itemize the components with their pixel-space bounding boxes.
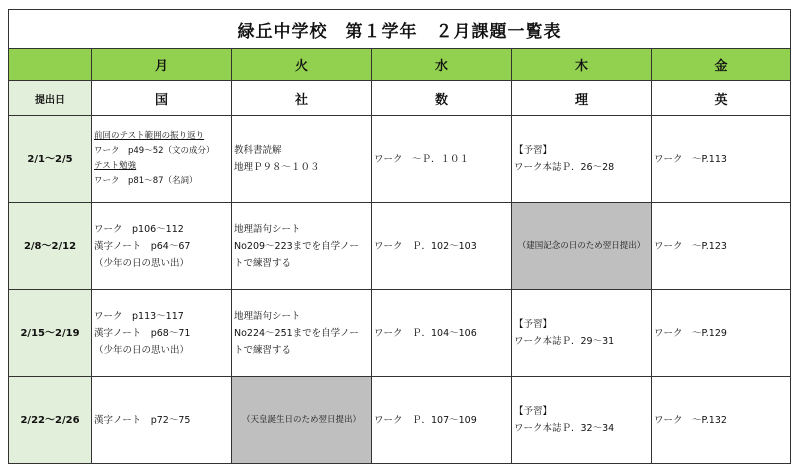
assignment-text: ワーク本誌Ｐ．32～34: [514, 423, 615, 434]
assignment-text: ワーク本誌Ｐ．29～31: [514, 336, 615, 347]
weekday-header-row: [9, 49, 791, 81]
assignment-text: 【予習】: [514, 319, 553, 330]
assignment-cell: [232, 377, 372, 464]
assignment-text: ワーク ～P.132: [654, 414, 727, 426]
day-thursday: 木: [512, 49, 652, 81]
assignment-text: ワーク Ｐ．104～106: [374, 327, 477, 339]
week-row: [9, 290, 791, 377]
assignment-text: ワーク Ｐ．102～103: [374, 240, 477, 252]
assignment-text: 地理語句シート: [234, 310, 301, 322]
assignment-cell: [372, 203, 512, 290]
assignment-text: ワーク Ｐ．107～109: [374, 414, 477, 426]
day-wednesday: 水: [372, 49, 512, 81]
assignment-text: ワーク ～Ｐ．１０１: [374, 153, 470, 165]
assignment-cell: [92, 116, 232, 203]
assignment-text: No209～223までを自学ノー: [234, 240, 359, 252]
assignment-cell: [652, 203, 791, 290]
assignment-text: ワーク p106～112: [94, 223, 184, 235]
assignment-text: 【予習】: [514, 145, 553, 156]
assignment-cell: [652, 116, 791, 203]
subject-math: 数: [372, 81, 512, 116]
subject-science: 理: [512, 81, 652, 116]
subject-social: 社: [232, 81, 372, 116]
due-date-cell: 2/8～2/12: [9, 203, 92, 290]
assignment-text: 地理Ｐ９８～１０３: [234, 162, 320, 173]
due-date-cell: 2/1～2/5: [9, 116, 92, 203]
assignment-cell: [652, 290, 791, 377]
assignment-text: 漢字ノート p64～67: [94, 240, 191, 252]
assignment-cell: [372, 377, 512, 464]
subject-header-row: [9, 81, 791, 116]
assignment-text: トで練習する: [234, 344, 292, 356]
assignment-cell: [512, 203, 652, 290]
assignment-text: ワーク p49～52（文の成分）: [94, 146, 215, 156]
assignment-text: テスト勉強: [94, 161, 137, 171]
assignment-cell: [372, 290, 512, 377]
date-header: 提出日: [9, 81, 92, 116]
page-title: 緑丘中学校 第１学年 ２月課題一覧表: [9, 10, 791, 49]
assignment-cell: [232, 203, 372, 290]
assignment-sheet: [8, 9, 790, 464]
assignment-text: ワーク ～P.113: [654, 153, 727, 165]
assignment-text: ワーク p113～117: [94, 310, 184, 322]
assignment-cell: [512, 290, 652, 377]
assignment-cell: [372, 116, 512, 203]
assignment-text: 教科書読解: [234, 145, 282, 156]
day-monday: 月: [92, 49, 232, 81]
assignment-text: ワーク ～P.123: [654, 240, 727, 252]
assignment-cell: [512, 116, 652, 203]
assignment-table: [8, 9, 791, 464]
assignment-text: ワーク本誌Ｐ．26～28: [514, 162, 615, 173]
assignment-text: （建国記念の日のため翌日提出）: [517, 240, 646, 251]
due-date-cell: 2/22～2/26: [9, 377, 92, 464]
assignment-text: 前回のテスト範囲の振り返り: [94, 131, 205, 141]
week-row: [9, 116, 791, 203]
assignment-cell: [232, 290, 372, 377]
corner-cell: [9, 49, 92, 81]
assignment-text: （少年の日の思い出）: [94, 257, 190, 269]
assignment-cell: [92, 203, 232, 290]
assignment-text: 地理語句シート: [234, 223, 301, 235]
assignment-cell: [652, 377, 791, 464]
week-row: [9, 203, 791, 290]
assignment-text: ワーク ～P.129: [654, 327, 727, 339]
week-row: [9, 377, 791, 464]
subject-japanese: 国: [92, 81, 232, 116]
assignment-text: 漢字ノート p68～71: [94, 327, 191, 339]
day-friday: 金: [652, 49, 791, 81]
subject-english: 英: [652, 81, 791, 116]
assignment-cell: [92, 290, 232, 377]
assignment-cell: [232, 116, 372, 203]
assignment-text: ワーク p81～87（名詞）: [94, 176, 198, 186]
due-date-cell: 2/15～2/19: [9, 290, 92, 377]
assignment-text: 【予習】: [514, 406, 553, 417]
assignment-cell: [512, 377, 652, 464]
assignment-text: 漢字ノート p72～75: [94, 414, 191, 426]
assignment-text: No224～251までを自学ノー: [234, 327, 359, 339]
assignment-cell: [92, 377, 232, 464]
assignment-text: （天皇誕生日のため翌日提出）: [241, 414, 361, 425]
day-tuesday: 火: [232, 49, 372, 81]
assignment-text: トで練習する: [234, 257, 292, 269]
assignment-text: （少年の日の思い出）: [94, 344, 190, 356]
